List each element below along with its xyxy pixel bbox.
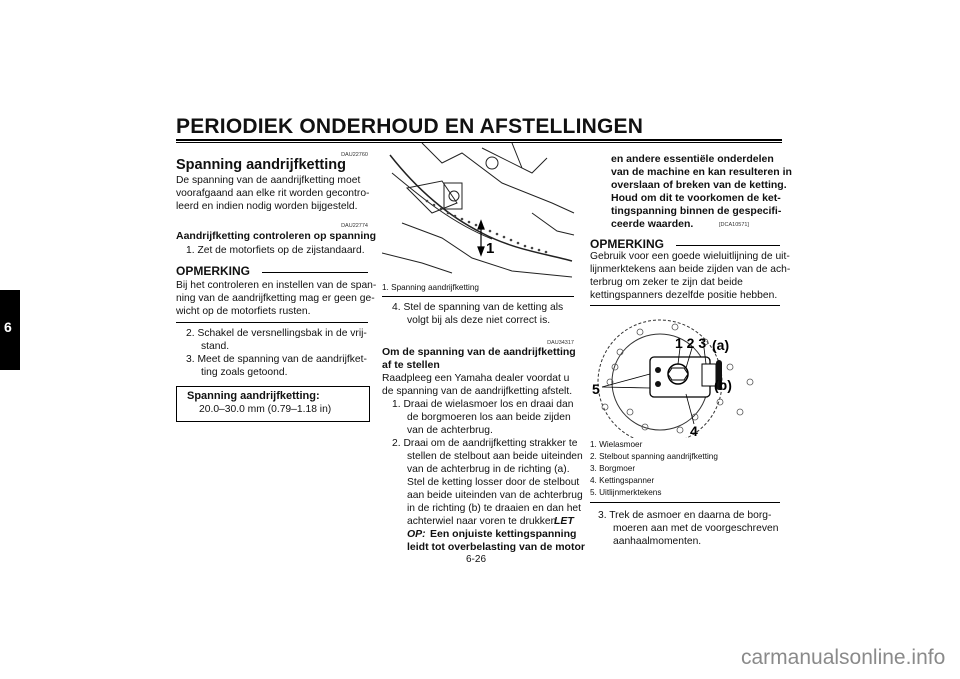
warning-line: van de machine en kan resulteren in — [611, 166, 792, 178]
legend-rule — [590, 502, 780, 503]
warning-line: Houd om dit te voorkomen de ket- — [611, 192, 781, 204]
note-rule — [262, 272, 368, 273]
legend-item: 1. Wielasmoer — [590, 440, 643, 449]
step-text: van de achterbrug in de richting (a). — [407, 464, 570, 475]
note-line: ning van de aandrijfketting mag er geen ge- — [176, 293, 375, 304]
legend-item: 5. Uitlijnmerktekens — [590, 488, 662, 497]
title-rule — [176, 139, 782, 141]
note-title: OPMERKING — [176, 264, 251, 278]
intro-line: voorafgaand aan elke rit worden gecontro- — [176, 188, 370, 199]
legend-item: 3. Borgmoer — [590, 464, 636, 473]
legend-item: 4. Kettingspanner — [590, 476, 655, 485]
step-text: de borgmoeren los aan beide zijden — [407, 412, 571, 423]
step-text: 2. Schakel de versnellingsbak in de vrij- — [186, 328, 367, 339]
subsection-heading: Om de spanning van de aandrijfketting — [382, 346, 576, 358]
step-text: Stel de ketting losser door de stelbout — [407, 477, 580, 488]
note-line: Gebruik voor een goede wieluitlijning de uit- — [590, 251, 790, 262]
spec-box — [176, 386, 370, 422]
spec-value: 20.0–30.0 mm (0.79–1.18 in) — [199, 404, 332, 415]
subsection-heading: Aandrijfketting controleren op spanning — [176, 230, 377, 242]
warning-line: en andere essentiële onderdelen — [611, 153, 774, 165]
step-text: moeren aan met de voorgeschreven — [613, 523, 779, 534]
intro-line: de spanning van de aandrijfketting afstelt. — [382, 386, 573, 397]
step-text: 3. Trek de asmoer en daarna de borg- — [598, 510, 772, 521]
note-rule — [676, 245, 780, 246]
warning-line: ceerde waarden. — [611, 218, 694, 230]
section-code: DAU22760 — [341, 152, 368, 158]
step-text: 1. Draai de wielasmoer los en draai dan — [392, 399, 574, 410]
subsection-heading: af te stellen — [382, 359, 440, 371]
warning-line: Een onjuiste kettingspanning — [430, 528, 577, 540]
note-line: kettingspanners dezelfde positie hebben. — [590, 290, 778, 301]
note-line: wicht op de motorfiets rusten. — [176, 306, 311, 317]
step-text: achterwiel naar voren te drukken. — [407, 516, 560, 527]
step-text: stellen de stelbout aan beide uiteinden — [407, 451, 583, 462]
warning-line: tingspanning binnen de gespecifi- — [611, 205, 782, 217]
page-number: 6-26 — [466, 554, 487, 565]
step-text: aan beide uiteinden van de achterbrug — [407, 490, 583, 501]
step-text: ting zoals getoond. — [201, 367, 288, 378]
step-text: aanhaalmomenten. — [613, 536, 702, 547]
adjuster-figure — [590, 312, 780, 438]
step-text: 2. Draai om de aandrijfketting strakker te — [392, 438, 578, 449]
note-end-rule — [176, 322, 368, 323]
note-line: Bij het controleren en instellen van de span- — [176, 280, 377, 291]
watermark: carmanualsonline.info — [741, 646, 946, 669]
figure-callout-1: 1 — [486, 240, 495, 257]
intro-line: leerd en indien nodig worden bijgesteld. — [176, 201, 358, 212]
section-code: DAU34317 — [547, 340, 574, 346]
chapter-number: 6 — [4, 319, 12, 335]
legend-item: 2. Stelbout spanning aandrijfketting — [590, 452, 718, 461]
step-text: volgt bij als deze niet correct is. — [407, 315, 551, 326]
caution-label: LET — [554, 515, 574, 527]
step-text: stand. — [201, 341, 230, 352]
figure-callouts-123: 1 2 3 — [675, 335, 707, 351]
spec-title: Spanning aandrijfketting: — [187, 390, 320, 402]
figure-callout-b: (b) — [714, 377, 732, 393]
step-text: 1. Zet de motorfiets op de zijstandaard. — [186, 245, 365, 256]
figure-callout-5: 5 — [592, 381, 600, 397]
figure-caption: 1. Spanning aandrijfketting — [382, 283, 479, 292]
page-title: PERIODIEK ONDERHOUD EN AFSTELLINGEN — [176, 115, 644, 138]
figure-callout-a: (a) — [712, 337, 730, 353]
step-text: 4. Stel de spanning van de ketting als — [392, 302, 564, 313]
note-end-rule — [590, 305, 780, 306]
warning-code: [DCA10571] — [719, 222, 749, 228]
figure-callout-4: 4 — [690, 423, 698, 438]
intro-line: Raadpleeg een Yamaha dealer voordat u — [382, 373, 570, 384]
note-line: terbrug om zeker te zijn dat beide — [590, 277, 743, 288]
section-code: DAU22774 — [341, 223, 368, 229]
warning-line: overslaan of breken van de ketting. — [611, 179, 787, 191]
intro-line: De spanning van de aandrijfketting moet — [176, 175, 361, 186]
note-title: OPMERKING — [590, 237, 665, 251]
note-line: lijnmerktekens aan beide zijden van de ach- — [590, 264, 791, 275]
section-heading: Spanning aandrijfketting — [176, 157, 346, 173]
caution-label: OP: — [407, 528, 426, 540]
caption-rule — [382, 296, 574, 297]
step-text: 3. Meet de spanning van de aandrijfket- — [186, 354, 367, 365]
step-text: van de achterbrug. — [407, 425, 493, 436]
warning-line: leidt tot overbelasting van de motor — [407, 541, 585, 553]
chain-figure — [382, 143, 576, 281]
step-text: in de richting (b) te draaien en dan het — [407, 503, 582, 514]
